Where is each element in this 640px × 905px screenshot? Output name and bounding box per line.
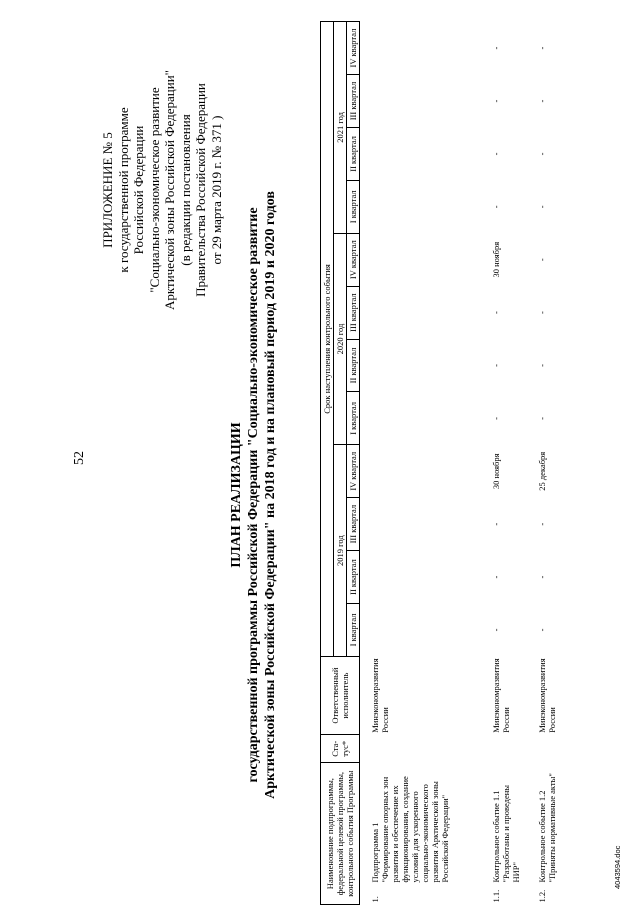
row-status — [490, 735, 536, 763]
implementation-plan-table — [320, 21, 582, 905]
quarter-cell: - — [490, 522, 501, 526]
appendix-line: "Социально-экономическое развитие — [146, 87, 162, 293]
title-line: государственной программы Российской Федерации "Социально-экономическое развитие — [246, 207, 261, 783]
quarter-cell: - — [490, 575, 501, 579]
appendix-line: (в редакции постановления — [177, 114, 193, 266]
quarter-cell: - — [536, 258, 547, 262]
header-year: 2020 год — [334, 233, 347, 445]
quarter-cell: - — [490, 46, 501, 50]
header-quarter: I квартал — [347, 392, 360, 445]
header-quarter: IV квартал — [347, 22, 360, 75]
header-name: Наименование подпрограммы, федеральной целевой программы, контрольного события Программы — [321, 763, 360, 905]
header-quarter: I квартал — [347, 180, 360, 233]
header-quarter: III квартал — [347, 75, 360, 128]
quarter-cell: - — [536, 311, 547, 315]
quarter-cell: - — [490, 205, 501, 209]
header-quarter: IV квартал — [347, 233, 360, 286]
appendix-line: к государственной программе — [115, 107, 131, 273]
appendix-line: от 29 марта 2019 г. № 371 ) — [208, 115, 224, 265]
quarter-cell: - — [490, 152, 501, 156]
row-responsible: Минэкономразвития России — [536, 658, 557, 733]
header-quarter: III квартал — [347, 498, 360, 551]
quarter-cell: - — [536, 628, 547, 632]
header-quarter: I квартал — [347, 604, 360, 657]
row-name: Подпрограмма 1 "Формирование опорных зон развития и обеспечение их функционирования, создание условий для ускоренного социально-экономического развития Арктической зоны Российской Федерации" — [370, 776, 450, 883]
row-status — [360, 735, 490, 763]
table-row — [536, 22, 582, 905]
quarter-cell — [360, 551, 490, 604]
quarter-cell: - — [536, 522, 547, 526]
header-status: Ста-тус* — [321, 735, 360, 763]
table-row — [490, 22, 536, 905]
title-line: ПЛАН РЕАЛИЗАЦИИ — [229, 422, 244, 568]
page-number: 52 — [72, 451, 87, 465]
row-responsible: Минэкономразвития России — [490, 658, 511, 733]
quarter-cell: - — [490, 628, 501, 632]
quarter-cell — [360, 498, 490, 551]
quarter-cell: - — [536, 99, 547, 103]
quarter-cell — [360, 180, 490, 233]
row-name: Контрольное событие 1.2 "Приняты нормативные акты" — [536, 773, 557, 883]
header-quarter: II квартал — [347, 551, 360, 604]
quarter-cell: - — [536, 152, 547, 156]
header-responsible: Ответственный исполнитель — [321, 656, 360, 734]
quarter-cell: - — [490, 311, 501, 315]
quarter-cell — [360, 286, 490, 339]
row-number: 1.1. — [490, 889, 501, 903]
quarter-cell — [360, 445, 490, 498]
header-quarter: III квартал — [347, 286, 360, 339]
header-quarter: IV квартал — [347, 445, 360, 498]
quarter-cell — [360, 604, 490, 657]
title-line: Арктической зоны Российской Федерации" на 2018 год и на плановый период 2019 и 2020 годов — [263, 191, 278, 799]
quarter-cell: - — [536, 205, 547, 209]
header-year: 2021 год — [334, 22, 347, 234]
appendix-header — [100, 25, 224, 355]
header-quarter: II квартал — [347, 127, 360, 180]
document-title — [228, 85, 279, 905]
header-year: 2019 год — [334, 445, 347, 657]
quarter-cell: - — [536, 416, 547, 420]
quarter-cell — [360, 75, 490, 128]
quarter-cell: - — [490, 416, 501, 420]
quarter-cell: - — [536, 46, 547, 50]
row-responsible: Минэкономразвития России — [370, 658, 390, 733]
row-status — [536, 735, 582, 763]
quarter-cell: 30 ноября — [490, 453, 501, 490]
table-row — [360, 22, 490, 905]
quarter-cell: 30 ноября — [490, 241, 501, 278]
quarter-cell — [360, 233, 490, 286]
appendix-line: Российской Федерации — [131, 125, 146, 255]
appendix-line: Арктической зоны Российской Федерации" — [162, 70, 177, 310]
row-name: Контрольное событие 1.1 "Разработаны и проведены НИР" — [490, 785, 521, 883]
quarter-cell — [360, 127, 490, 180]
appendix-line: ПРИЛОЖЕНИЕ № 5 — [100, 132, 115, 248]
quarter-cell: - — [536, 364, 547, 367]
quarter-cell — [360, 392, 490, 445]
row-number: 1.2. — [536, 889, 547, 903]
quarter-cell — [360, 22, 490, 75]
header-deadline: Срок наступления контрольного события — [321, 22, 334, 657]
appendix-line: Правительства Российской Федерации — [193, 83, 208, 297]
quarter-cell: 25 декабря — [536, 451, 547, 491]
quarter-cell: - — [490, 364, 501, 367]
quarter-cell — [360, 339, 490, 392]
row-number: 1. — [370, 896, 380, 903]
document-file-id: 4043594.doc — [613, 845, 622, 889]
quarter-cell: - — [490, 99, 501, 103]
quarter-cell: - — [536, 575, 547, 579]
header-quarter: II квартал — [347, 339, 360, 392]
